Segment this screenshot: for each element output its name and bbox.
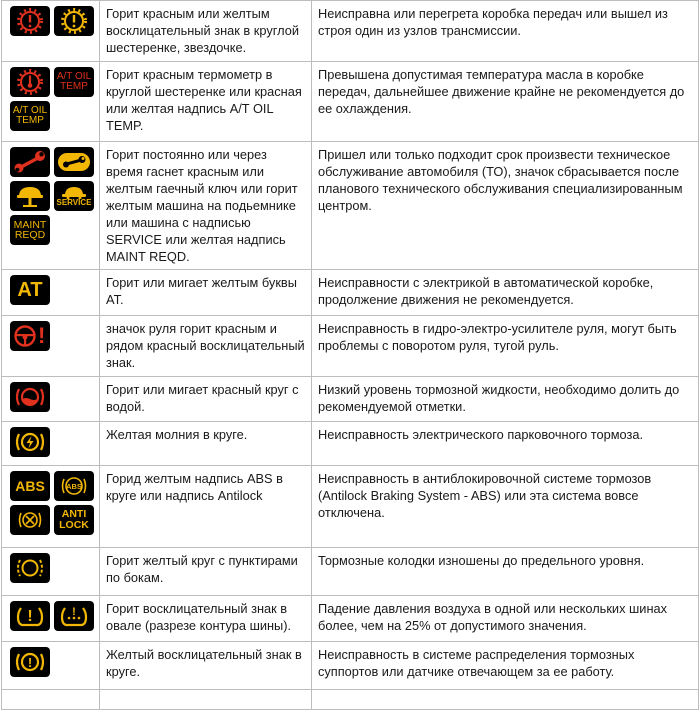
meaning-cell: Превышена допустимая температура масла в коробке передач, дальнейшее движение крайне не рекомендуется до ее охлаждения. <box>312 62 699 142</box>
description-cell: Желтый восклицательный знак в круге. <box>100 642 312 690</box>
brake-warning-icon <box>10 647 50 677</box>
meaning-cell: Низкий уровень тормозной жидкости, необходимо долить до рекомендуемой отметки. <box>312 377 699 422</box>
service-label: SERVICE <box>56 198 92 207</box>
exclamation-mark: ! <box>27 654 33 670</box>
at-oil-line1: A/T OIL <box>56 71 92 82</box>
tire-pressure-dots-icon <box>54 601 94 631</box>
meaning-cell: Тормозные колодки изношены до предельного уровня. <box>312 548 699 596</box>
table-row <box>2 270 699 316</box>
meaning-cell: Неисправна или перегрета коробка передач или вышел из строя один из узлов трансмиссии. <box>312 1 699 62</box>
warning-lights-table <box>1 0 699 710</box>
description-cell: Горит красным термометр в круглой шестеренке или красная или желтая надпись A/T OIL TEMP. <box>100 62 312 142</box>
at-oil-line2: TEMP <box>16 115 44 126</box>
maint-reqd-label <box>10 215 50 245</box>
service-car-icon <box>54 181 94 211</box>
abs-label: ABS <box>10 471 50 501</box>
maint-line2: REQD <box>14 229 46 241</box>
icon-cell <box>2 316 100 377</box>
brake-fluid-level-icon <box>10 382 50 412</box>
description-cell: Горид желтым надпись ABS в круге или надпись Antilock <box>100 466 312 548</box>
anti-line1: ANTI <box>61 507 87 520</box>
description-cell: Горит восклицательный знак в овале (разрезе контура шины). <box>100 596 312 642</box>
anti-lock-label <box>54 505 94 535</box>
description-cell: Горит или мигает желтым буквы AT. <box>100 270 312 316</box>
yellow-gear-exclamation-icon <box>54 6 94 36</box>
red-wrench-icon <box>10 147 50 177</box>
table-row <box>2 377 699 422</box>
red-at-oil-temp-label <box>54 67 94 97</box>
meaning-cell: Неисправность в антиблокировочной системе тормозов (Antilock Braking System - ABS) или эта система вовсе отключена. <box>312 466 699 548</box>
maint-line1: MAINT <box>13 218 47 231</box>
exclamation-mark: ! <box>27 607 33 625</box>
description-cell: Горит красным или желтым восклицательный знак в круглой шестеренке, звездочке. <box>100 1 312 62</box>
icon-cell <box>2 596 100 642</box>
tire-pressure-icon <box>10 601 50 631</box>
abs-crossed-icon <box>10 505 50 535</box>
icon-cell <box>2 1 100 62</box>
icon-cell <box>2 377 100 422</box>
table-row <box>2 642 699 690</box>
table-row <box>2 142 699 270</box>
icon-cell <box>2 466 100 548</box>
meaning-cell: Неисправности с электрикой в автоматической коробке, продолжение движения не рекомендуется. <box>312 270 699 316</box>
meaning-cell: Неисправность электрического парковочного тормоза. <box>312 422 699 466</box>
steering-wheel-exclamation-icon <box>10 321 50 351</box>
description-cell: Горит или мигает красный круг с водой. <box>100 377 312 422</box>
table-row <box>2 596 699 642</box>
table-row <box>2 548 699 596</box>
anti-line2: LOCK <box>59 519 89 531</box>
description-cell: Желтая молния в круге. <box>100 422 312 466</box>
meaning-cell: Неисправность в системе распределения тормозных суппортов или датчике отвечающем за ее работу. <box>312 642 699 690</box>
table-row <box>2 62 699 142</box>
description-cell: значок руля горит красным и рядом красный восклицательный знак. <box>100 316 312 377</box>
meaning-cell: Неисправность в гидро-электро-усилителе руля, могут быть проблемы с поворотом руля, тугой руль. <box>312 316 699 377</box>
brake-pad-wear-icon <box>10 553 50 583</box>
exclamation-mark: ! <box>72 605 76 618</box>
exclamation-mark: ! <box>38 323 46 348</box>
yellow-wrench-icon <box>54 147 94 177</box>
table-row <box>2 1 699 62</box>
table-row <box>2 422 699 466</box>
meaning-cell: Падение давления воздуха в одной или нескольких шинах более, чем на 25% от допустимого значения. <box>312 596 699 642</box>
icon-cell <box>2 62 100 142</box>
car-on-lift-icon <box>10 181 50 211</box>
red-gear-exclamation-icon <box>10 6 50 36</box>
table-row <box>2 316 699 377</box>
meaning-cell: Пришел или только подходит срок произвести техническое обслуживание автомобиля (ТО), значок сбрасывается после планового технического обслуживания специализированным центром. <box>312 142 699 270</box>
abs-circle-text: ABS <box>66 481 82 491</box>
at-letters-icon: AT <box>10 275 50 305</box>
table-row <box>2 466 699 548</box>
icon-cell <box>2 142 100 270</box>
abs-circle-icon <box>54 471 94 501</box>
icon-cell <box>2 548 100 596</box>
red-gear-thermometer-icon <box>10 67 50 97</box>
icon-cell <box>2 642 100 690</box>
description-cell: Горит постоянно или через время гаснет красным или желтым гаечный ключ или горит желтым машина на подьемнике или машина с надписью SERVICE или желтая надпись MAINT REQD. <box>100 142 312 270</box>
icon-cell <box>2 270 100 316</box>
description-cell: Горит желтый круг с пунктирами по бокам. <box>100 548 312 596</box>
electric-parking-brake-icon <box>10 427 50 457</box>
at-oil-line1: A/T OIL <box>12 105 48 116</box>
icon-cell <box>2 422 100 466</box>
yellow-at-oil-temp-label <box>10 101 50 131</box>
at-oil-line2: TEMP <box>60 81 88 92</box>
